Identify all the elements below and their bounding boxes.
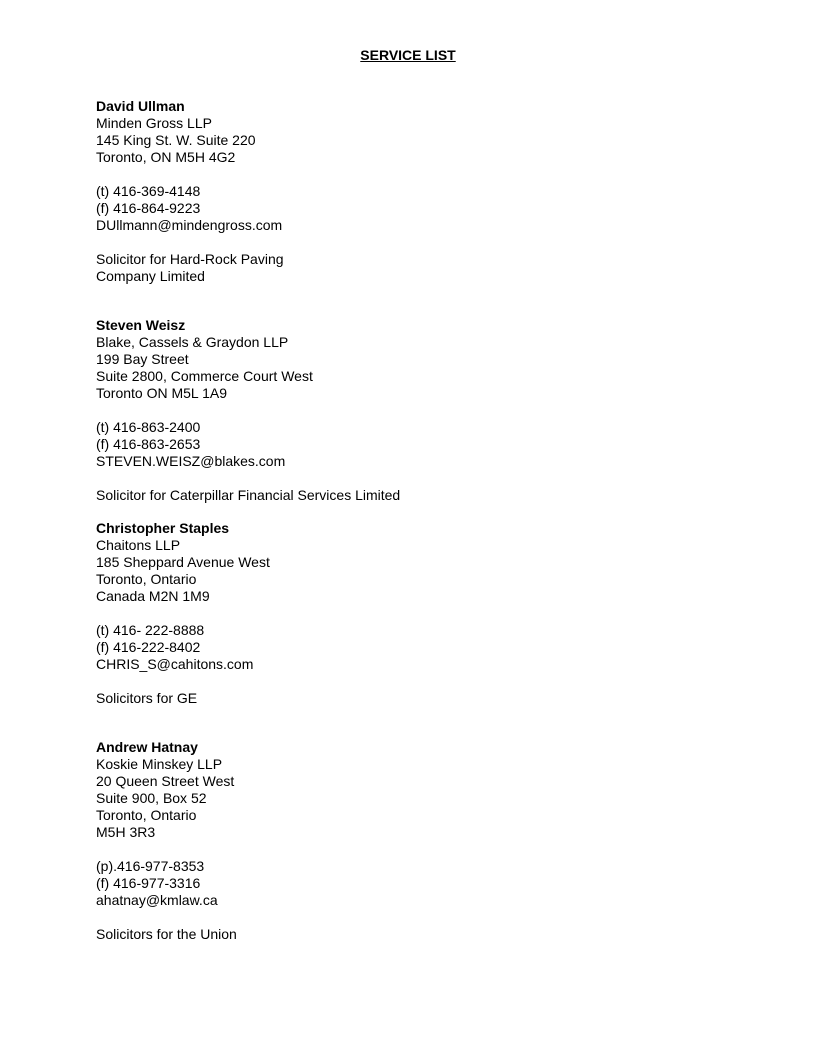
address-line: Toronto, ON M5H 4G2 — [96, 149, 236, 165]
telephone: (t) 416-369-4148 — [96, 183, 201, 199]
email: STEVEN.WEISZ@blakes.com — [96, 453, 286, 469]
address-line: Canada M2N 1M9 — [96, 588, 210, 604]
service-entry-ullman — [96, 98, 736, 285]
address-line: M5H 3R3 — [96, 824, 156, 840]
fax: (f) 416-222-8402 — [96, 639, 201, 655]
address-line: Suite 2800, Commerce Court West — [96, 368, 313, 384]
spacer — [96, 841, 736, 858]
spacer — [96, 909, 736, 926]
address-line: Toronto ON M5L 1A9 — [96, 385, 227, 401]
contact-name: David Ullman — [96, 98, 185, 114]
spacer — [96, 470, 736, 487]
role-line: Company Limited — [96, 268, 205, 284]
spacer — [96, 166, 736, 183]
email: ahatnay@kmlaw.ca — [96, 892, 218, 908]
address-line: 20 Queen Street West — [96, 773, 235, 789]
spacer — [96, 673, 736, 690]
service-entry-weisz — [96, 317, 736, 504]
email: CHRIS_S@cahitons.com — [96, 656, 254, 672]
firm-name: Koskie Minskey LLP — [96, 756, 223, 772]
fax: (f) 416-864-9223 — [96, 200, 201, 216]
contact-name: Christopher Staples — [96, 520, 230, 536]
role-line: Solicitor for Hard-Rock Paving — [96, 251, 284, 267]
telephone: (t) 416-863-2400 — [96, 419, 201, 435]
email: DUllmann@mindengross.com — [96, 217, 283, 233]
fax: (f) 416-977-3316 — [96, 875, 201, 891]
address-line: Toronto, Ontario — [96, 807, 197, 823]
contact-name: Steven Weisz — [96, 317, 186, 333]
role-line: Solicitors for GE — [96, 690, 198, 706]
telephone: (t) 416- 222-8888 — [96, 622, 205, 638]
address-line: 199 Bay Street — [96, 351, 189, 367]
address-line: 185 Sheppard Avenue West — [96, 554, 270, 570]
service-entry-staples — [96, 520, 736, 707]
firm-name: Blake, Cassels & Graydon LLP — [96, 334, 289, 350]
address-line: 145 King St. W. Suite 220 — [96, 132, 256, 148]
firm-name: Minden Gross LLP — [96, 115, 212, 131]
page-title: SERVICE LIST — [360, 47, 456, 63]
telephone: (p).416-977-8353 — [96, 858, 205, 874]
role-line: Solicitors for the Union — [96, 926, 237, 942]
spacer — [96, 402, 736, 419]
address-line: Suite 900, Box 52 — [96, 790, 207, 806]
spacer — [96, 234, 736, 251]
address-line: Toronto, Ontario — [96, 571, 197, 587]
role-line: Solicitor for Caterpillar Financial Services Limited — [96, 487, 401, 503]
spacer — [96, 605, 736, 622]
contact-name: Andrew Hatnay — [96, 739, 198, 755]
fax: (f) 416-863-2653 — [96, 436, 201, 452]
service-entry-hatnay — [96, 739, 736, 943]
firm-name: Chaitons LLP — [96, 537, 181, 553]
